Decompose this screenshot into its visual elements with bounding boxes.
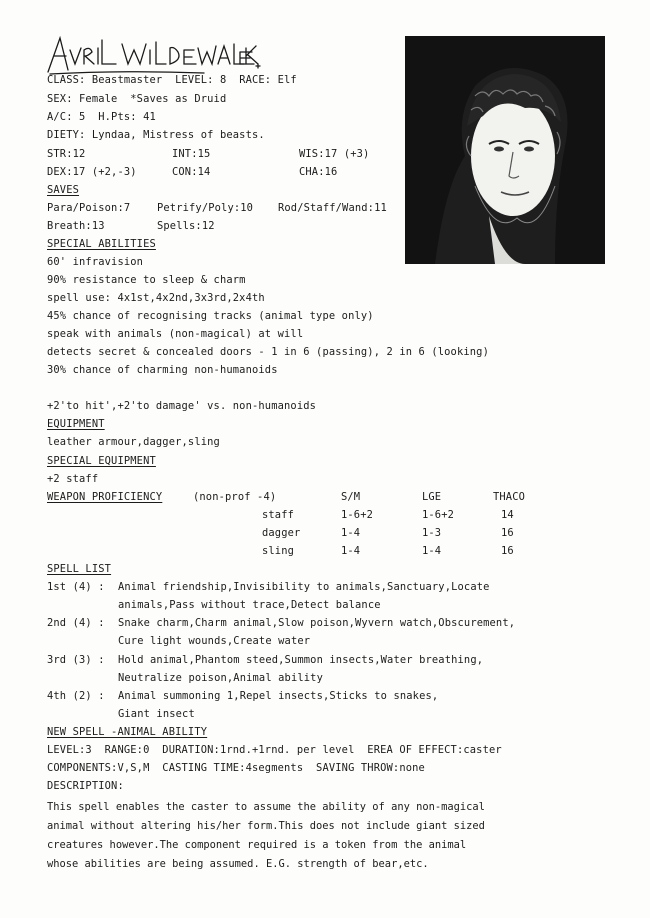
spell-line: Hold animal,Phantom steed,Summon insects,Water breathing, (118, 654, 484, 666)
deity-label: DIETY: (47, 129, 86, 141)
spell-line: animals,Pass without trace,Detect balance (118, 599, 381, 611)
ability-item: +2'to hit',+2'to damage' vs. non-humanoids (47, 400, 317, 412)
special-abilities-heading: SPECIAL ABILITIES (47, 238, 156, 250)
hp-value: 41 (143, 111, 156, 123)
ability-item: 60' infravision (47, 256, 144, 268)
ac-value: 5 (79, 111, 86, 123)
save-para-poison: Para/Poison:7 (47, 202, 131, 214)
stat-wis: WIS:17 (+3) (299, 148, 370, 160)
deity-value: Lyndaa, Mistress of beasts. (91, 129, 265, 141)
weapon-thaco: 14 (501, 509, 514, 521)
stat-cha: CHA:16 (299, 166, 338, 178)
stat-str: STR:12 (47, 148, 86, 160)
ac-hp-line (47, 111, 156, 124)
sex-line (47, 93, 226, 106)
weapon-lge: 1-6+2 (422, 509, 455, 521)
deity-line (47, 129, 265, 142)
name-signature (44, 30, 264, 78)
weapon-lge: 1-4 (422, 545, 442, 557)
save-petrify-poly: Petrify/Poly:10 (157, 202, 254, 214)
ability-item: 45% chance of recognising tracks (animal type only) (47, 310, 374, 322)
equipment-value: leather armour,dagger,sling (47, 436, 220, 448)
class-level-race-line (47, 74, 297, 87)
weapon-thaco: 16 (501, 545, 514, 557)
spell-line: Neutralize poison,Animal ability (118, 672, 323, 684)
saves-heading: SAVES (47, 184, 80, 196)
description-line: whose abilities are being assumed. E.G. strength of bear,etc. (47, 858, 429, 870)
description-line: creatures however.The component required is a token from the animal (47, 839, 467, 851)
sex-value: Female (79, 93, 118, 105)
weapon-name: staff (262, 509, 295, 521)
spell-level: 1st (4) : (47, 581, 105, 593)
race-label: RACE: (239, 74, 272, 86)
ac-label: A/C: (47, 111, 73, 123)
class-label: CLASS: (47, 74, 86, 86)
col-lge-header: LGE (422, 491, 442, 503)
weapon-sm: 1-6+2 (341, 509, 374, 521)
race-value: Elf (277, 74, 297, 86)
stat-con: CON:14 (172, 166, 211, 178)
weapon-proficiency-heading: WEAPON PROFICIENCY (47, 491, 163, 503)
weapon-thaco: 16 (501, 527, 514, 539)
spell-level: 3rd (3) : (47, 654, 105, 666)
class-value: Beastmaster (91, 74, 163, 86)
ability-item: spell use: 4x1st,4x2nd,3x3rd,2x4th (47, 292, 265, 304)
col-sm-header: S/M (341, 491, 361, 503)
description-line: animal without altering his/her form.This does not include giant sized (47, 820, 485, 832)
ability-item: speak with animals (non-magical) at will (47, 328, 304, 340)
special-equipment-heading: SPECIAL EQUIPMENT (47, 455, 156, 467)
weapon-name: sling (262, 545, 295, 557)
special-equipment-value: +2 staff (47, 473, 99, 485)
description-line: This spell enables the caster to assume the ability of any non-magical (47, 801, 485, 813)
save-spells: Spells:12 (157, 220, 215, 232)
ability-item: 30% chance of charming non-humanoids (47, 364, 278, 376)
weapon-sm: 1-4 (341, 527, 361, 539)
new-spell-stats-1: LEVEL:3 RANGE:0 DURATION:1rnd.+1rnd. per level EREA OF EFFECT:caster (47, 744, 502, 756)
character-portrait (405, 36, 605, 264)
equipment-heading: EQUIPMENT (47, 418, 105, 430)
description-label: DESCRIPTION: (47, 780, 124, 792)
nonprof-note: (non-prof -4) (193, 491, 277, 503)
new-spell-heading: NEW SPELL -ANIMAL ABILITY (47, 726, 208, 738)
new-spell-stats-2: COMPONENTS:V,S,M CASTING TIME:4segments SAVING THROW:none (47, 762, 425, 774)
spell-level: 4th (2) : (47, 690, 105, 702)
level-label: LEVEL: (175, 74, 214, 86)
ability-item: detects secret & concealed doors - 1 in 6 (passing), 2 in 6 (looking) (47, 346, 489, 358)
spell-level: 2nd (4) : (47, 617, 105, 629)
weapon-lge: 1-3 (422, 527, 442, 539)
hp-label: H.Pts: (98, 111, 137, 123)
col-thaco-header: THACO (493, 491, 526, 503)
sex-label: SEX: (47, 93, 73, 105)
spell-line: Snake charm,Charm animal,Slow poison,Wyvern watch,Obscurement, (118, 617, 516, 629)
stat-int: INT:15 (172, 148, 211, 160)
spell-list-heading: SPELL LIST (47, 563, 112, 575)
spell-line: Giant insect (118, 708, 195, 720)
save-rod-staff-wand: Rod/Staff/Wand:11 (278, 202, 387, 214)
level-value: 8 (219, 74, 227, 86)
spell-line: Cure light wounds,Create water (118, 635, 311, 647)
saves-note: *Saves as Druid (130, 93, 227, 105)
save-breath: Breath:13 (47, 220, 105, 232)
spell-line: Animal summoning 1,Repel insects,Sticks to snakes, (118, 690, 439, 702)
weapon-sm: 1-4 (341, 545, 361, 557)
weapon-name: dagger (262, 527, 301, 539)
spell-line: Animal friendship,Invisibility to animals,Sanctuary,Locate (118, 581, 490, 593)
spell-description (47, 798, 607, 874)
stat-dex: DEX:17 (+2,-3) (47, 166, 137, 178)
ability-item: 90% resistance to sleep & charm (47, 274, 246, 286)
